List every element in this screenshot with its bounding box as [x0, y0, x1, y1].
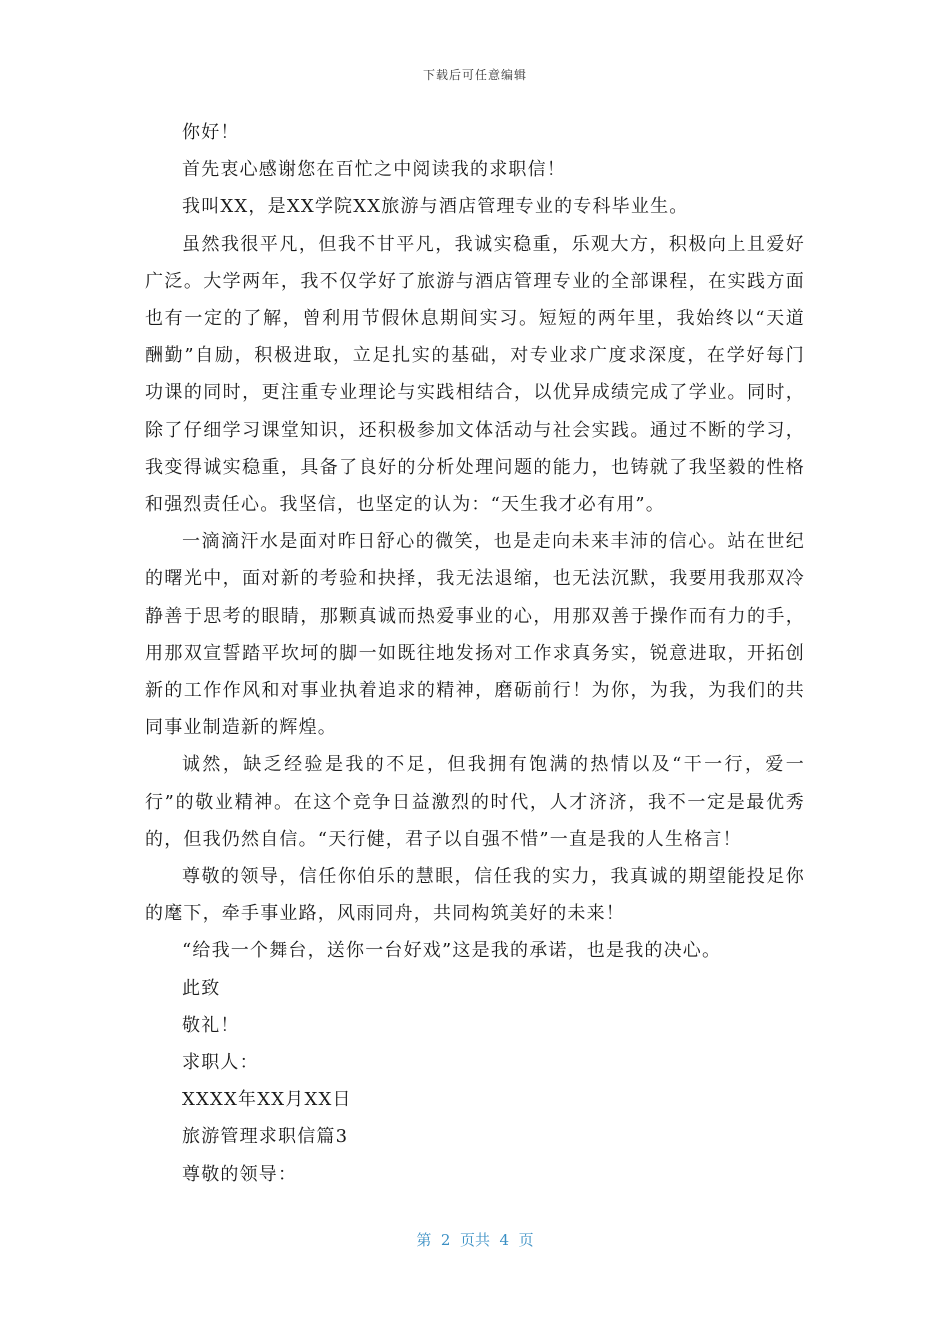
next-section-greeting: 尊敬的领导： [182, 1163, 298, 1185]
greeting: 你好！ [182, 122, 240, 143]
paragraph-2: 一滴滴汗水是面对昨日舒心的微笑，也是走向未来丰沛的信心。站在世纪的曙光中，面对新的考验和抉择，我无法退缩，也无法沉默，我要用我那双冷静善于思考的眼睛，那颗真诚而热爱事业的心，用那双善于操作而有力的手，用那双宣誓踏平坎坷的脚一如既往地发扬对工作求真务实，锐意进取，开拓创新的工作作风和对事业执着追求的精神，磨砺前行！为你，为我，为我们的共同事业制造新的辉煌。 [145, 531, 805, 739]
date-line: XXXX年XX月XX日 [182, 1089, 352, 1111]
page-number-footer: 第 2 页共 4 页 [416, 1231, 534, 1249]
thanks-line: 首先衷心感谢您在百忙之中阅读我的求职信！ [182, 159, 566, 181]
paragraph-4: 尊敬的领导，信任你伯乐的慧眼，信任我的实力，我真诚的期望能投足你的麾下，牵手事业路，风雨同舟，共同构筑美好的未来！ [145, 866, 805, 925]
signer-label: 求职人： [182, 1052, 259, 1074]
paragraph-3: 诚然，缺乏经验是我的不足，但我拥有饱满的热情以及“干一行，爱一行”的敬业精神。在这个竞争日益激烈的时代，人才济济，我不一定是最优秀的，但我仍然自信。“天行健，君子以自强不惜”一直是我的人生格言！ [145, 754, 805, 850]
letter-body [145, 114, 805, 1193]
next-section-title: 旅游管理求职信篇3 [182, 1126, 349, 1148]
header-note: 下载后可任意编辑 [422, 68, 527, 82]
closing-line-1: 此致 [182, 977, 221, 999]
intro-line: 我叫XX，是XX学院XX旅游与酒店管理专业的专科毕业生。 [182, 196, 689, 218]
closing-line-2: 敬礼！ [182, 1014, 240, 1036]
paragraph-5: “给我一个舞台，送你一台好戏”这是我的承诺，也是我的决心。 [182, 940, 722, 962]
paragraph-1: 虽然我很平凡，但我不甘平凡，我诚实稳重，乐观大方，积极向上且爱好广泛。大学两年，我不仅学好了旅游与酒店管理专业的全部课程，在实践方面也有一定的了解，曾利用节假休息期间实习。短短的两年里，我始终以“天道酬勤”自励，积极进取，立足扎实的基础，对专业求广度求深度，在学好每门功课的同时，更注重专业理论与实践相结合，以优异成绩完成了学业。同时，除了仔细学习课堂知识，还积极参加文体活动与社会实践。通过不断的学习，我变得诚实稳重，具备了良好的分析处理问题的能力，也铸就了我坚毅的性格和强烈责任心。我坚信，也坚定的认为：“天生我才必有用”。 [145, 233, 805, 516]
